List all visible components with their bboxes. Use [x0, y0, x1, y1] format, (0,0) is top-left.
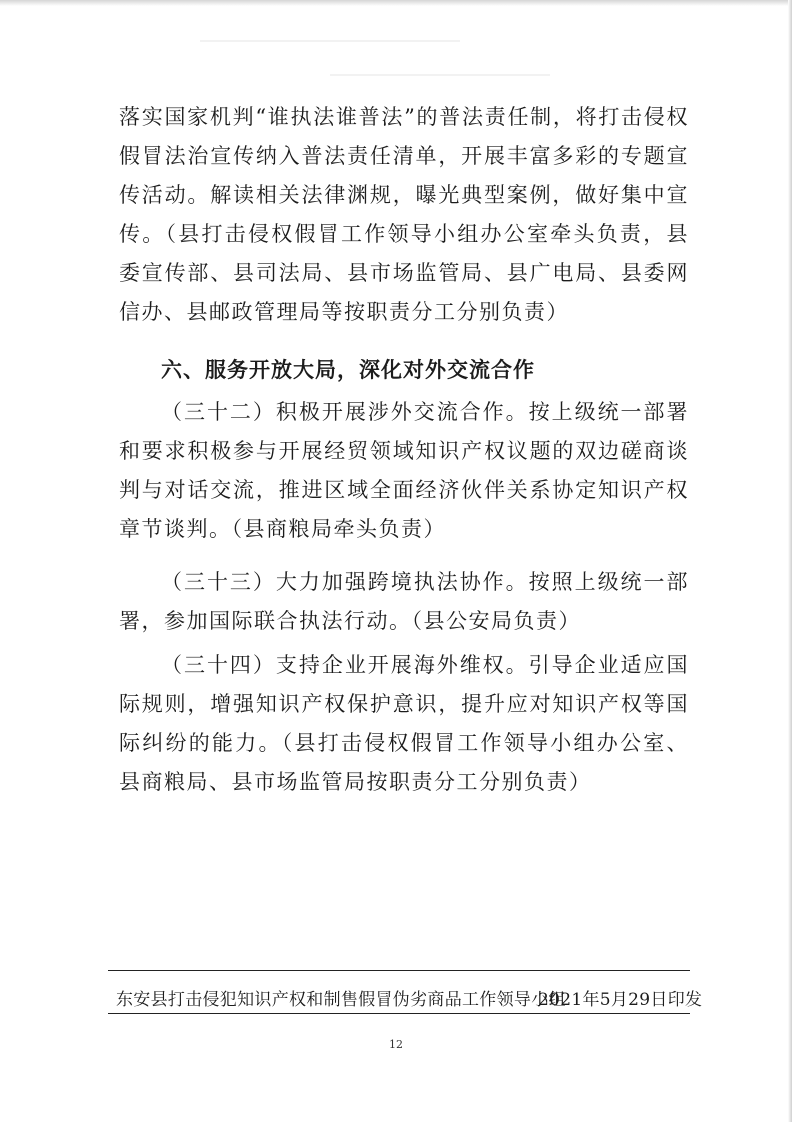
body-paragraph-33: （三十三）大力加强跨境执法协作。按照上级统一部署，参加国际联合执法行动。（县公安局负责）	[119, 570, 689, 633]
scan-edge-right	[788, 0, 792, 1122]
section-heading: 六、服务开放大局，深化对外交流合作	[161, 358, 535, 382]
footer-date: 2021年5月29日印发	[538, 990, 703, 1010]
scan-edge-top	[0, 0, 792, 6]
footer-issuer: 东安县打击侵犯知识产权和制售假冒伪劣商品工作领导小组	[116, 990, 566, 1010]
bleed-through-mark	[200, 40, 460, 42]
bleed-through-mark	[330, 74, 550, 76]
body-paragraph-34: （三十四）支持企业开展海外维权。引导企业适应国际规则，增强知识产权保护意识，提升应对知识产权等国际纠纷的能力。（县打击侵权假冒工作领导小组办公室、县商粮局、县市场监管局按职责分工分别负责）	[119, 653, 689, 794]
footer-bottom-rule	[108, 1013, 690, 1014]
body-paragraph-32: （三十二）积极开展涉外交流合作。按上级统一部署和要求积极参与开展经贸领域知识产权议题的双边磋商谈判与对话交流，推进区域全面经济伙伴关系协定知识产权章节谈判。（县商粮局牵头负责）	[119, 400, 689, 541]
body-paragraph-continued: 落实国家机判“谁执法谁普法”的普法责任制，将打击侵权假冒法治宣传纳入普法责任清单，开展丰富多彩的专题宣传活动。解读相关法律渊规，曝光典型案例，做好集中宣传。（县打击侵权假冒工作领导小组办公室牵头负责，县委宣传部、县司法局、县市场监管局、县广电局、县委网信办、县邮政管理局等按职责分工分别负责）	[119, 105, 689, 324]
footer-top-rule	[108, 970, 690, 971]
page-number: 12	[389, 1038, 403, 1051]
